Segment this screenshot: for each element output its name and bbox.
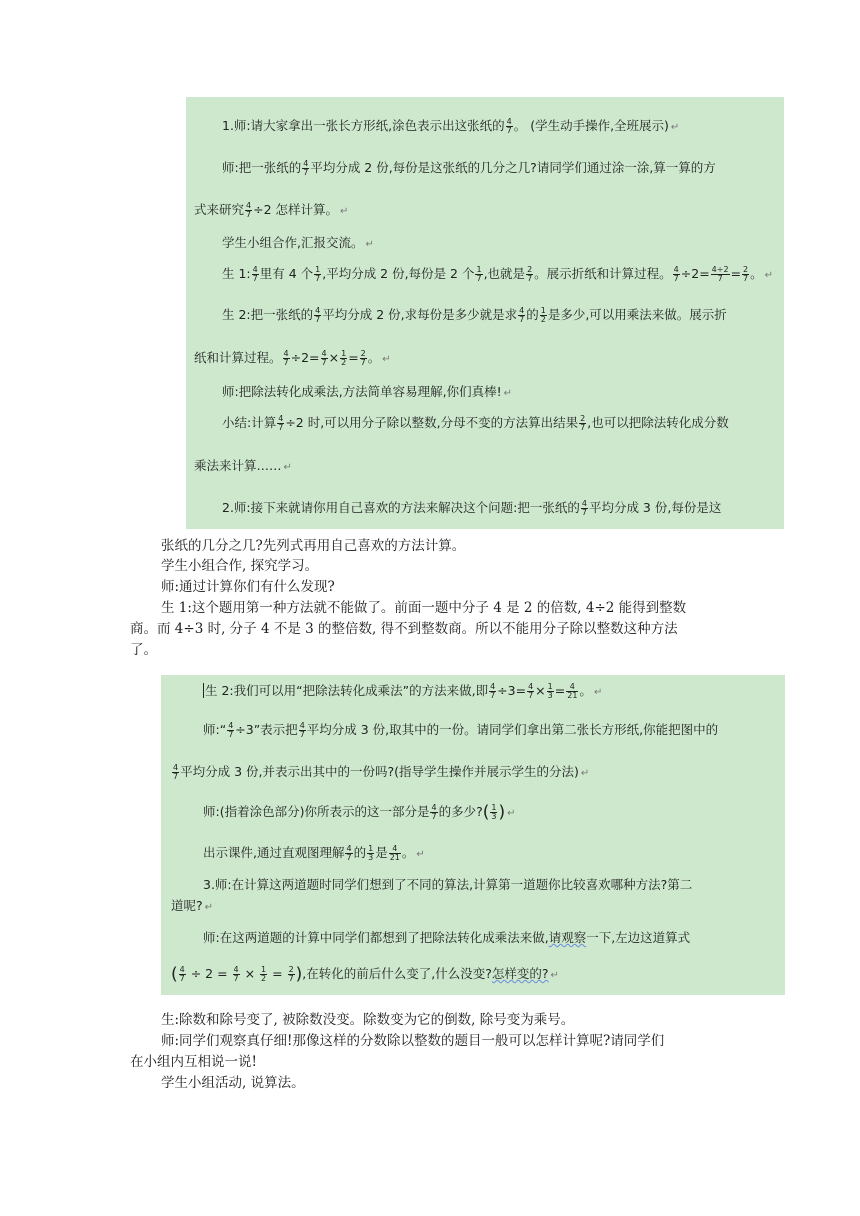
- body-paragraph-line: 生 1:这个题用第一种方法就不能做了。前面一题中分子 4 是 2 的倍数, 4÷2 能得到整数: [161, 600, 687, 616]
- text: 的: [526, 307, 539, 322]
- denominator: 7: [233, 974, 239, 983]
- fraction: [389, 845, 401, 862]
- text: ÷3=: [497, 683, 527, 698]
- numerator: 4: [389, 845, 401, 854]
- denominator: 7: [673, 274, 679, 283]
- paragraph-mark-icon: ↵: [593, 687, 603, 698]
- paragraph-mark-icon: ↵: [764, 270, 774, 281]
- text: =: [554, 683, 566, 698]
- fraction: [527, 683, 534, 700]
- fraction: [742, 266, 749, 283]
- box1-line-7: [194, 349, 391, 369]
- denominator: 7: [717, 274, 723, 283]
- denominator: 7: [246, 210, 252, 219]
- numerator: 1: [261, 965, 267, 974]
- numerator: 4: [299, 721, 305, 730]
- text: 。 (学生动手操作,全班展示): [513, 118, 669, 133]
- numerator: 2: [527, 265, 533, 274]
- denominator: 7: [743, 274, 749, 283]
- denominator: 7: [299, 730, 305, 739]
- text: 。: [579, 683, 592, 698]
- text: 。: [750, 266, 763, 281]
- numerator: 1: [547, 682, 553, 691]
- numerator: 4: [228, 721, 234, 730]
- text: 道呢?: [171, 898, 203, 913]
- text: 式来研究: [194, 202, 245, 217]
- paren-right: ): [498, 802, 506, 823]
- text: 师:把一张纸的: [222, 160, 302, 175]
- numerator: 1: [491, 803, 497, 812]
- denominator: 7: [490, 691, 496, 700]
- denominator: 7: [431, 812, 437, 821]
- box1-line-6: [222, 306, 727, 324]
- text: 是: [375, 845, 388, 860]
- box2-line-2: [203, 721, 718, 739]
- fraction: [518, 307, 525, 324]
- numerator: 4: [246, 201, 252, 210]
- text: 的多少?: [438, 804, 483, 819]
- fraction: [252, 266, 259, 283]
- numerator: 1: [476, 265, 482, 274]
- box1-line-3: [194, 201, 348, 221]
- paragraph-mark-icon: ↵: [365, 239, 374, 250]
- denominator: 21: [567, 691, 578, 700]
- fraction: [299, 722, 306, 739]
- text: 里有 4 个: [259, 266, 314, 281]
- text: ×: [535, 683, 546, 698]
- fraction: [547, 683, 554, 700]
- screenshot-panel-2: [161, 675, 785, 995]
- text: =: [268, 966, 287, 981]
- numerator: 4: [506, 117, 512, 126]
- fraction: [526, 266, 533, 283]
- text: 小结:计算: [222, 415, 277, 430]
- text: 平均分成 3 份,取其中的一份。请同学们拿出第二张长方形纸,你能把图中的: [306, 722, 719, 737]
- paren-right: ): [295, 964, 303, 985]
- numerator: 2: [580, 414, 586, 423]
- denominator: 7: [283, 358, 289, 367]
- denominator: 7: [228, 730, 234, 739]
- fraction: [283, 350, 290, 367]
- box2-line-9: [171, 965, 559, 985]
- body-paragraph-line: 学生小组活动, 说算法。: [161, 1075, 305, 1091]
- text: 。: [367, 350, 381, 365]
- numerator: 1: [341, 349, 347, 358]
- denominator: 7: [315, 274, 321, 283]
- body-paragraph-line: 生:除数和除号变了, 被除数没变。除数变为它的倒数, 除号变为乘号。: [161, 1012, 575, 1028]
- paren-left: (: [482, 802, 490, 823]
- paragraph-mark-icon: ↵: [416, 849, 425, 860]
- numerator: 4: [173, 763, 179, 772]
- numerator: 4: [581, 499, 587, 508]
- numerator: 2: [743, 265, 749, 274]
- numerator: 4: [321, 349, 327, 358]
- fraction: [540, 307, 547, 324]
- text: 生 2:我们可以用“把除法转化成乘法”的方法来做,即: [205, 683, 489, 698]
- fraction: [340, 350, 347, 367]
- numerator: 4: [179, 965, 185, 974]
- box1-line-10: [194, 457, 292, 477]
- body-paragraph-line: 学生小组合作, 探究学习。: [161, 558, 319, 574]
- text: =: [348, 350, 359, 365]
- text: 师:在这两道题的计算中同学们都想到了把除法转化成乘法来做,: [203, 930, 549, 945]
- text: ÷2=: [680, 266, 710, 281]
- denominator: 2: [261, 974, 267, 983]
- fraction: [360, 350, 367, 367]
- text: ,也就是: [483, 266, 526, 281]
- text: 学生小组合作,汇报交流。: [222, 235, 364, 250]
- box2-line-6: [203, 876, 692, 894]
- numerator: 4: [283, 349, 289, 358]
- box2-line-4: [203, 803, 515, 823]
- denominator: 7: [580, 423, 586, 432]
- paragraph-mark-icon: ↵: [670, 122, 680, 133]
- text: 纸和计算过程。: [194, 350, 282, 365]
- fraction: [260, 966, 267, 983]
- text: ×: [328, 350, 340, 365]
- fraction: [314, 307, 321, 324]
- text: 师:“: [203, 722, 227, 737]
- fraction: [475, 266, 482, 283]
- text: 平均分成 3 份,并表示出其中的一份吗?(指导学生操作并展示学生的分法): [180, 764, 579, 779]
- numerator: 4÷2: [711, 265, 729, 274]
- spellcheck-underlined-text: 请观察: [548, 930, 587, 945]
- fraction: [711, 266, 730, 283]
- text: ,也可以把除法转化成分数: [587, 415, 729, 430]
- denominator: 7: [303, 168, 309, 177]
- body-paragraph-line: 张纸的几分之几?先列式再用自己喜欢的方法计算。: [161, 538, 466, 554]
- fraction: [321, 350, 328, 367]
- fraction: [506, 118, 513, 135]
- fraction: [302, 160, 309, 177]
- box1-line-2: [222, 159, 716, 177]
- paragraph-mark-icon: ↵: [382, 354, 391, 365]
- text: ,平均分成 2 份,每份是 2 个: [322, 266, 475, 281]
- paragraph-mark-icon: ↵: [550, 970, 559, 981]
- numerator: 1: [540, 306, 546, 315]
- text: 一下,左边这道算式: [586, 930, 691, 945]
- fraction: [489, 683, 496, 700]
- fraction: [233, 966, 240, 983]
- denominator: 7: [519, 315, 525, 324]
- denominator: 7: [288, 974, 294, 983]
- fraction: [314, 266, 321, 283]
- denominator: 3: [491, 812, 497, 821]
- denominator: 2: [341, 358, 347, 367]
- body-paragraph-line: 师:同学们观察真仔细!那像这样的分数除以整数的题目一般可以怎样计算呢?请同学们: [161, 1033, 665, 1049]
- text: 乘法来计算……: [194, 458, 282, 473]
- paren-left: (: [171, 964, 178, 985]
- numerator: 4: [673, 265, 679, 274]
- text: 是多少,可以用乘法来做。展示折: [547, 307, 727, 322]
- fraction: [277, 415, 284, 432]
- numerator: 4: [278, 414, 284, 423]
- body-paragraph-line: 了。: [130, 642, 157, 658]
- box1-line-8: [222, 383, 512, 403]
- fraction: [566, 683, 578, 700]
- denominator: 7: [252, 274, 258, 283]
- fraction: [581, 500, 588, 517]
- text: 平均分成 3 份,每份是这: [588, 500, 722, 515]
- text: 生 2:把一张纸的: [222, 307, 314, 322]
- body-paragraph-line: 师:通过计算你们有什么发现?: [161, 579, 335, 595]
- text: 2.师:接下来就请你用自己喜欢的方法来解决这个问题:把一张纸的: [222, 500, 580, 515]
- text: 师:把除法转化成乘法,方法简单容易理解,你们真棒!: [222, 384, 502, 399]
- text: 生 1:: [222, 266, 251, 281]
- fraction: [367, 845, 374, 862]
- numerator: 4: [566, 683, 578, 692]
- numerator: 4: [431, 803, 437, 812]
- box1-line-11: [222, 499, 721, 517]
- paragraph-mark-icon: ↵: [204, 902, 214, 913]
- text: ÷2=: [290, 350, 320, 365]
- text: 师:(指着涂色部分)你所表示的这一部分是: [203, 804, 430, 819]
- denominator: 7: [506, 126, 512, 135]
- fraction: [430, 804, 437, 821]
- paragraph-mark-icon: ↵: [503, 388, 513, 399]
- fraction: [345, 845, 352, 862]
- text: ×: [240, 966, 260, 981]
- denominator: 7: [476, 274, 482, 283]
- screenshot-panel-1: [186, 97, 784, 529]
- box2-line-5: [203, 844, 425, 864]
- denominator: 7: [581, 508, 587, 517]
- text: 平均分成 2 份,求每份是多少就是求: [322, 307, 518, 322]
- fraction: [288, 966, 295, 983]
- box1-line-5: [222, 265, 773, 285]
- denominator: 7: [278, 423, 284, 432]
- numerator: 4: [490, 682, 496, 691]
- box2-line-8: [203, 929, 690, 947]
- numerator: 1: [368, 844, 374, 853]
- paragraph-mark-icon: ↵: [283, 462, 292, 473]
- text: ÷ 2 =: [186, 966, 232, 981]
- text: 平均分成 2 份,每份是这张纸的几分之几?请同学们通过涂一涂,算一算的方: [310, 160, 716, 175]
- numerator: 4: [303, 159, 309, 168]
- fraction: [490, 804, 497, 821]
- denominator: 2: [540, 315, 546, 324]
- box1-line-4: [222, 234, 374, 254]
- fraction: [245, 202, 252, 219]
- body-paragraph-line: 在小组内互相说一说!: [130, 1054, 257, 1070]
- text: 。展示折纸和计算过程。: [534, 266, 672, 281]
- denominator: 21: [389, 853, 400, 862]
- box2-line-3: [171, 763, 589, 783]
- fraction: [227, 722, 234, 739]
- text: 的: [353, 845, 367, 860]
- denominator: 7: [360, 358, 366, 367]
- text: 1.师:请大家拿出一张长方形纸,涂色表示出这张纸的: [222, 118, 505, 133]
- denominator: 7: [346, 853, 352, 862]
- numerator: 4: [528, 682, 534, 691]
- text: ,在转化的前后什么变了,什么没变?: [302, 966, 492, 981]
- paragraph-mark-icon: ↵: [340, 206, 349, 217]
- denominator: 7: [528, 691, 534, 700]
- text: ÷2 怎样计算。: [253, 202, 339, 217]
- numerator: 4: [233, 965, 239, 974]
- box1-line-9: [222, 414, 729, 432]
- box1-line-1: [222, 117, 679, 137]
- fraction: [579, 415, 586, 432]
- denominator: 7: [527, 274, 533, 283]
- text: 3.师:在计算这两道题时同学们想到了不同的算法,计算第一道题你比较喜欢哪种方法?第二: [203, 877, 693, 892]
- denominator: 7: [315, 315, 321, 324]
- spellcheck-underlined-text: 怎样变的?: [491, 966, 549, 981]
- denominator: 3: [547, 691, 553, 700]
- box2-line-7: [171, 897, 213, 917]
- text: ÷3”表示把: [235, 722, 298, 737]
- numerator: 4: [346, 844, 352, 853]
- numerator: 2: [288, 965, 294, 974]
- numerator: 2: [360, 349, 366, 358]
- denominator: 7: [321, 358, 327, 367]
- paragraph-mark-icon: ↵: [580, 768, 590, 779]
- text: ÷2 时,可以用分子除以整数,分母不变的方法算出结果: [285, 415, 579, 430]
- text: =: [730, 266, 742, 281]
- fraction: [172, 764, 179, 781]
- paragraph-mark-icon: ↵: [507, 808, 516, 819]
- numerator: 4: [519, 306, 525, 315]
- text: 出示课件,通过直观图理解: [203, 845, 345, 860]
- denominator: 3: [368, 853, 374, 862]
- numerator: 4: [315, 306, 321, 315]
- box2-line-1: [203, 682, 602, 702]
- fraction: [179, 966, 186, 983]
- denominator: 7: [179, 974, 185, 983]
- denominator: 7: [173, 772, 179, 781]
- body-paragraph-line: 商。而 4÷3 时, 分子 4 不是 3 的整倍数, 得不到整数商。所以不能用分子除以整数这种方法: [130, 621, 678, 637]
- numerator: 4: [252, 265, 258, 274]
- fraction: [673, 266, 680, 283]
- numerator: 1: [315, 265, 321, 274]
- text: 。: [401, 845, 415, 860]
